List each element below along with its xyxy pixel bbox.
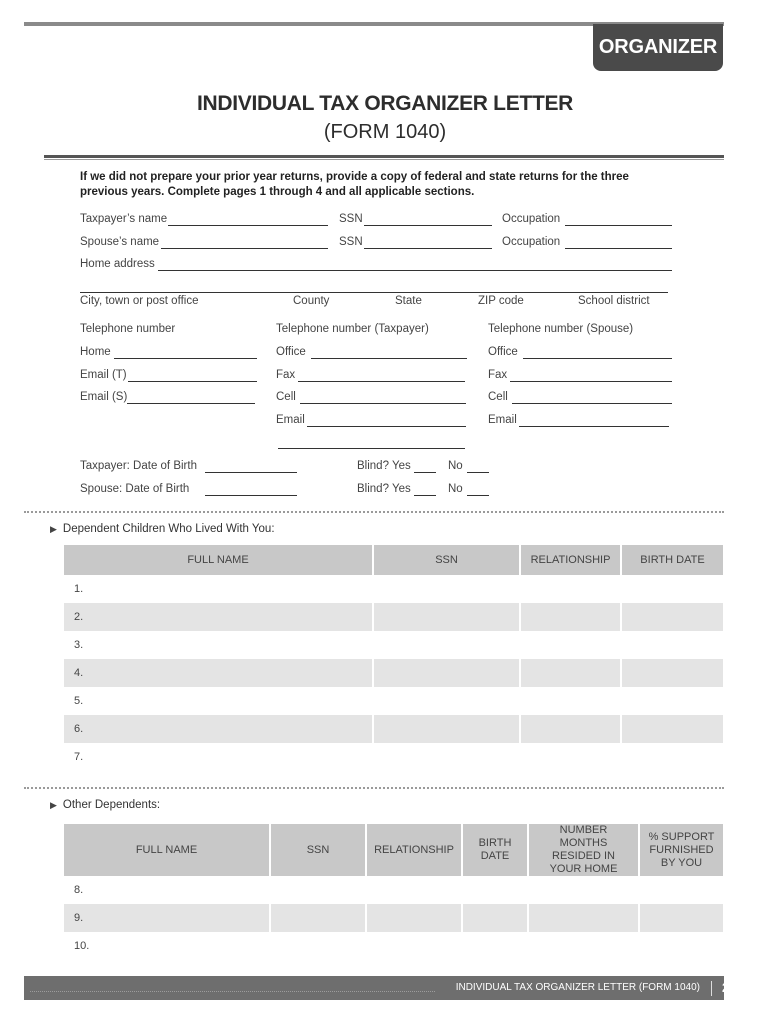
page-subtitle: (FORM 1040) xyxy=(323,121,447,143)
birth-date-cell[interactable] xyxy=(621,687,723,715)
support-cell[interactable] xyxy=(639,876,723,904)
table-row xyxy=(64,631,723,659)
table-row xyxy=(64,743,723,771)
taxpayer-blind-no-field[interactable] xyxy=(467,472,489,473)
school-district-label: School district xyxy=(578,295,650,307)
ssn-cell[interactable] xyxy=(373,631,520,659)
relationship-cell[interactable] xyxy=(366,876,462,904)
spouse-name-label: Spouse’s name xyxy=(80,236,160,248)
row-number[interactable]: 8. xyxy=(64,876,270,904)
birth-date-cell[interactable] xyxy=(621,603,723,631)
table-row xyxy=(64,715,723,743)
ssn-cell[interactable] xyxy=(373,715,520,743)
other-dependents-table xyxy=(64,824,723,960)
triangle-right-icon: ▶ xyxy=(50,524,57,534)
row-number[interactable]: 6. xyxy=(64,715,373,743)
birth-date-cell[interactable] xyxy=(462,876,528,904)
state-label: State xyxy=(395,295,422,307)
taxpayer-office-label: Office xyxy=(276,346,306,358)
email-t-field[interactable] xyxy=(128,381,257,382)
spouse-office-label: Office xyxy=(488,346,518,358)
other-dependents-heading-text: Other Dependents: xyxy=(62,799,161,811)
taxpayer-blind-no-label: No xyxy=(448,460,463,472)
support-cell[interactable] xyxy=(639,932,723,960)
taxpayer-dob-label: Taxpayer: Date of Birth xyxy=(80,460,197,472)
table-row xyxy=(64,932,723,960)
header-birth-date: BIRTH DATE xyxy=(621,545,723,575)
city-line-field[interactable] xyxy=(80,292,668,293)
city-label: City, town or post office xyxy=(80,295,199,307)
extra-email-field[interactable] xyxy=(278,448,465,449)
birth-date-cell[interactable] xyxy=(621,715,723,743)
ssn-cell[interactable] xyxy=(270,932,366,960)
header-support-furnished: % SUPPORT FURNISHED BY YOU xyxy=(639,824,723,876)
spouse-fax-label: Fax xyxy=(488,369,508,381)
taxpayer-ssn-label: SSN xyxy=(339,213,363,225)
taxpayer-name-field[interactable] xyxy=(168,225,328,226)
organizer-badge: ORGANIZER xyxy=(593,24,723,71)
birth-date-cell[interactable] xyxy=(462,932,528,960)
spouse-blind-no-field[interactable] xyxy=(467,495,489,496)
birth-date-cell[interactable] xyxy=(621,631,723,659)
section-divider xyxy=(24,511,724,513)
ssn-cell[interactable] xyxy=(373,687,520,715)
row-number[interactable]: 2. xyxy=(64,603,373,631)
other-dependents-header-row xyxy=(64,824,723,876)
taxpayer-fax-label: Fax xyxy=(276,369,296,381)
dependents-table xyxy=(64,545,723,771)
table-row xyxy=(64,575,723,603)
taxpayer-cell-field[interactable] xyxy=(300,403,466,404)
dependents-header-row xyxy=(64,545,723,575)
row-number[interactable]: 7. xyxy=(64,743,373,771)
taxpayer-email-label: Email xyxy=(276,414,305,426)
page-title: INDIVIDUAL TAX ORGANIZER LETTER xyxy=(196,92,574,115)
months-cell[interactable] xyxy=(528,904,639,932)
spouse-dob-label: Spouse: Date of Birth xyxy=(80,483,190,495)
dependents-heading xyxy=(50,523,275,535)
ssn-cell[interactable] xyxy=(373,743,520,771)
relationship-cell[interactable] xyxy=(520,743,621,771)
relationship-cell[interactable] xyxy=(520,603,621,631)
dependents-heading-text: Dependent Children Who Lived With You: xyxy=(62,523,275,535)
relationship-cell[interactable] xyxy=(520,659,621,687)
taxpayer-name-label: Taxpayer’s name xyxy=(80,213,168,225)
row-number[interactable]: 5. xyxy=(64,687,373,715)
spouse-occupation-label: Occupation xyxy=(502,236,561,248)
row-number[interactable]: 9. xyxy=(64,904,270,932)
email-t-label: Email (T) xyxy=(80,369,127,381)
header-ssn: SSN xyxy=(373,545,520,575)
home-address-label: Home address xyxy=(80,258,155,270)
months-cell[interactable] xyxy=(528,876,639,904)
home-address-field[interactable] xyxy=(158,270,672,271)
header-relationship: RELATIONSHIP xyxy=(520,545,621,575)
row-number[interactable]: 4. xyxy=(64,659,373,687)
header-birth-date: BIRTH DATE xyxy=(462,824,528,876)
spouse-occupation-field[interactable] xyxy=(565,248,672,249)
spouse-blind-label: Blind? Yes xyxy=(357,483,411,495)
footer-dotted-line xyxy=(30,991,435,992)
table-row xyxy=(64,603,723,631)
birth-date-cell[interactable] xyxy=(621,659,723,687)
intro-text: If we did not prepare your prior year returns, provide a copy of federal and state returns for the three previous years. Complete pages 1 through 4 and all applicable sections. xyxy=(80,171,629,198)
taxpayer-cell-label: Cell xyxy=(276,391,296,403)
home-phone-field[interactable] xyxy=(114,358,257,359)
telephone-number-label: Telephone number xyxy=(80,323,176,335)
zip-label: ZIP code xyxy=(478,295,524,307)
header-full-name: FULL NAME xyxy=(64,824,270,876)
spouse-blind-yes-field[interactable] xyxy=(414,495,436,496)
row-number[interactable]: 1. xyxy=(64,575,373,603)
spouse-ssn-label: SSN xyxy=(339,236,363,248)
email-s-label: Email (S) xyxy=(80,391,128,403)
spouse-email-field[interactable] xyxy=(519,426,669,427)
relationship-cell[interactable] xyxy=(520,687,621,715)
row-number[interactable]: 3. xyxy=(64,631,373,659)
title-divider xyxy=(44,155,724,158)
taxpayer-blind-label: Blind? Yes xyxy=(357,460,411,472)
taxpayer-blind-yes-field[interactable] xyxy=(414,472,436,473)
relationship-cell[interactable] xyxy=(520,715,621,743)
ssn-cell[interactable] xyxy=(270,904,366,932)
title-divider-thin xyxy=(44,159,724,160)
footer-separator xyxy=(711,981,712,996)
header-ssn: SSN xyxy=(270,824,366,876)
relationship-cell[interactable] xyxy=(366,904,462,932)
taxpayer-occupation-label: Occupation xyxy=(502,213,561,225)
section-divider xyxy=(24,787,724,789)
table-row xyxy=(64,659,723,687)
taxpayer-office-field[interactable] xyxy=(311,358,467,359)
spouse-email-label: Email xyxy=(488,414,517,426)
birth-date-cell[interactable] xyxy=(621,743,723,771)
relationship-cell[interactable] xyxy=(520,631,621,659)
ssn-cell[interactable] xyxy=(373,575,520,603)
table-row xyxy=(64,904,723,932)
county-label: County xyxy=(293,295,330,307)
relationship-cell[interactable] xyxy=(520,575,621,603)
taxpayer-occupation-field[interactable] xyxy=(565,225,672,226)
spouse-fax-field[interactable] xyxy=(510,381,672,382)
relationship-cell[interactable] xyxy=(366,932,462,960)
header-months-resided: NUMBER MONTHS RESIDED IN YOUR HOME xyxy=(528,824,639,876)
ssn-cell[interactable] xyxy=(270,876,366,904)
email-s-field[interactable] xyxy=(127,403,255,404)
ssn-cell[interactable] xyxy=(373,659,520,687)
birth-date-cell[interactable] xyxy=(621,575,723,603)
spouse-cell-label: Cell xyxy=(488,391,508,403)
telephone-spouse-label: Telephone number (Spouse) xyxy=(488,323,634,335)
support-cell[interactable] xyxy=(639,904,723,932)
spouse-dob-field[interactable] xyxy=(205,495,297,496)
telephone-taxpayer-label: Telephone number (Taxpayer) xyxy=(276,323,429,335)
spouse-blind-no-label: No xyxy=(448,483,463,495)
page-number: 2 xyxy=(722,980,730,995)
table-row xyxy=(64,687,723,715)
other-dependents-heading xyxy=(50,799,160,811)
home-phone-label: Home xyxy=(80,346,111,358)
taxpayer-ssn-field[interactable] xyxy=(364,225,492,226)
spouse-office-field[interactable] xyxy=(523,358,672,359)
ssn-cell[interactable] xyxy=(373,603,520,631)
taxpayer-email-field[interactable] xyxy=(307,426,466,427)
header-full-name: FULL NAME xyxy=(64,545,373,575)
spouse-ssn-field[interactable] xyxy=(364,248,492,249)
taxpayer-fax-field[interactable] xyxy=(298,381,465,382)
birth-date-cell[interactable] xyxy=(462,904,528,932)
footer-title: INDIVIDUAL TAX ORGANIZER LETTER (FORM 1040) xyxy=(455,982,700,993)
taxpayer-dob-field[interactable] xyxy=(205,472,297,473)
header-relationship: RELATIONSHIP xyxy=(366,824,462,876)
triangle-right-icon: ▶ xyxy=(50,800,57,810)
row-number[interactable]: 10. xyxy=(64,932,270,960)
table-row xyxy=(64,876,723,904)
months-cell[interactable] xyxy=(528,932,639,960)
spouse-name-field[interactable] xyxy=(161,248,328,249)
spouse-cell-field[interactable] xyxy=(512,403,672,404)
